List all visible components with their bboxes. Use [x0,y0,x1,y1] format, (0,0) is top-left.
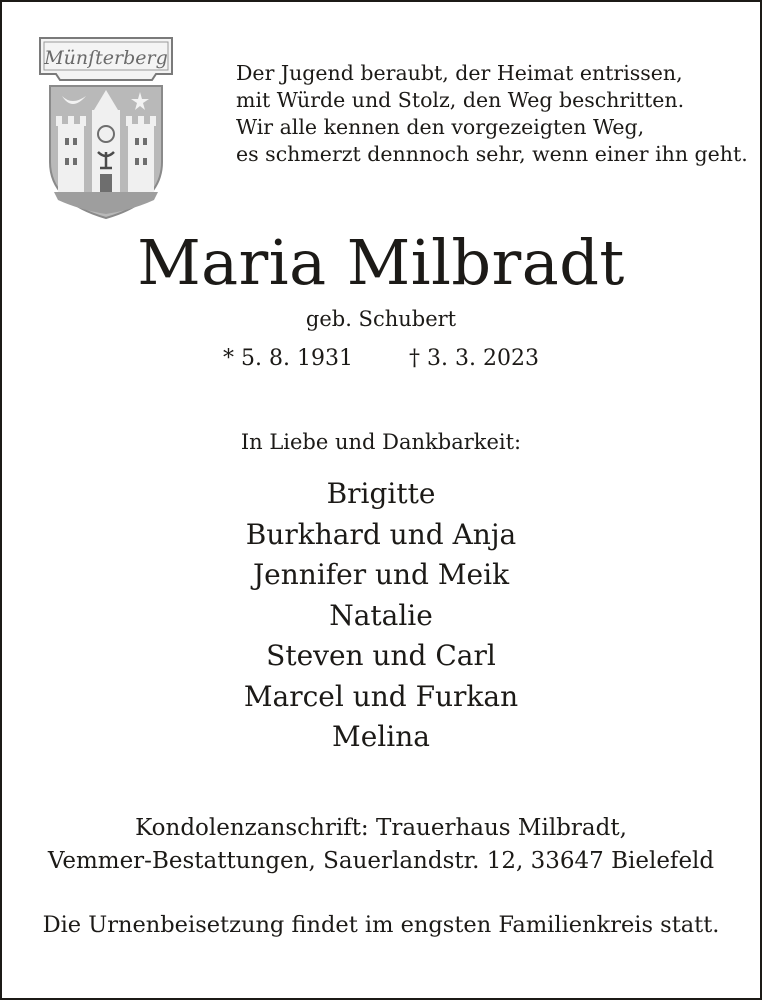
mourner-name: Natalie [329,598,433,632]
birth-date: * 5. 8. 1931 [223,346,353,371]
mourner-name: Jennifer und Meik [252,558,510,591]
deceased-name: Maria Milbradt [137,226,625,299]
mourners-list [0,474,762,758]
poem-line: mit Würde und Stolz, den Weg beschritten. [236,88,685,112]
poem-line: es schmerzt dennnoch sehr, wenn einer ihn geht. [236,142,748,166]
poem [236,60,746,168]
address-line: Kondolenzanschrift: Trauerhaus Milbradt, [135,815,627,841]
crest-banner-text: Münſterberg [44,47,168,69]
condolence-address [0,812,762,878]
death-date: † 3. 3. 2023 [409,346,539,371]
mourner-name: Steven und Carl [266,639,496,672]
mourner-name: Marcel und Furkan [243,679,519,713]
thanks-line: In Liebe und Dankbarkeit: [240,430,522,454]
mourner-name: Brigitte [326,477,436,510]
poem-line: Wir alle kennen den vorgezeigten Weg, [236,115,645,139]
address-line: Vemmer-Bestattungen, Sauerlandstr. 12, 33647 Bielefeld [47,848,715,874]
mourner-name: Melina [332,720,430,753]
burial-notice: Die Urnenbeisetzung findet im engsten Familienkreis statt. [42,912,720,938]
poem-line: Der Jugend beraubt, der Heimat entrissen, [236,61,683,85]
mourner-name: Burkhard und Anja [245,517,517,551]
birth-name: geb. Schubert [305,307,457,331]
town-coat-of-arms [32,34,180,220]
life-dates [0,344,762,374]
